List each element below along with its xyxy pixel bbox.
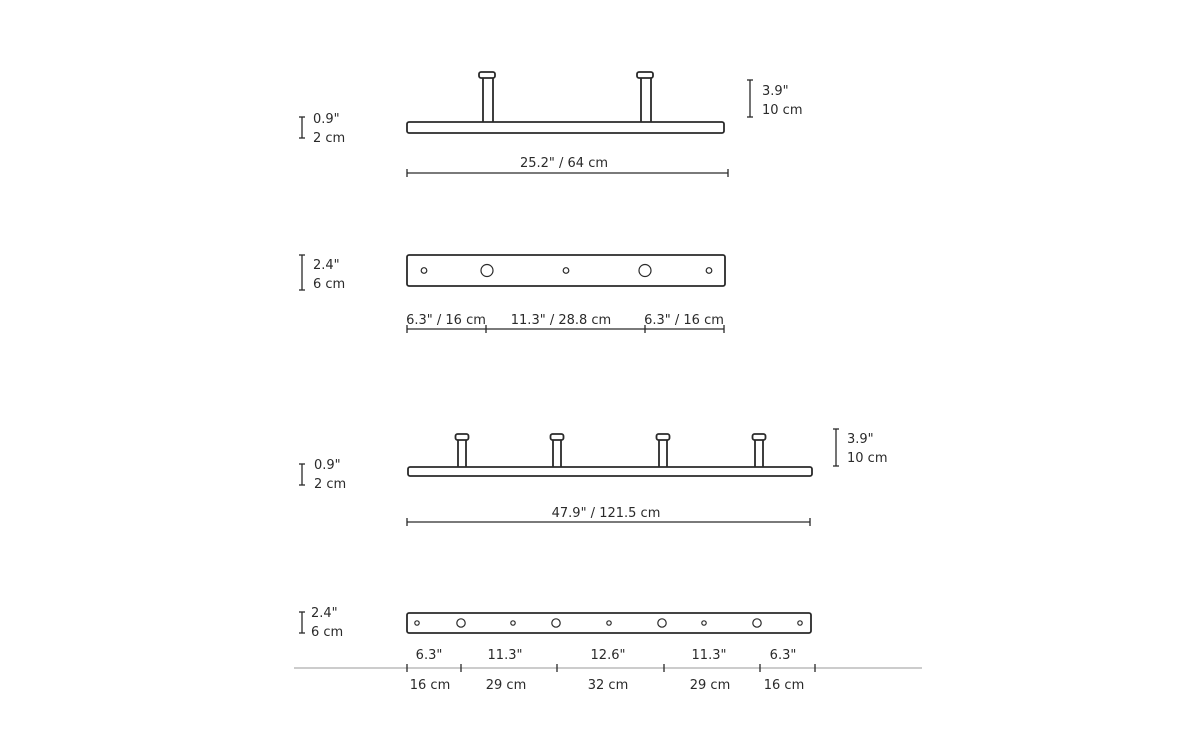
short-peg-height-cm: 10 cm	[762, 103, 803, 118]
short-spacing-label: 6.3" / 16 cm	[406, 313, 486, 328]
long-spacing-cm-label: 29 cm	[689, 678, 731, 693]
long-rack-front-shape	[407, 613, 811, 633]
screw-hole	[421, 268, 427, 274]
long-length-label: 47.9" / 121.5 cm	[551, 506, 661, 521]
short-rack-side-view	[299, 72, 803, 177]
short-spacing-dimension	[406, 313, 724, 333]
long-spacing-cm-label: 29 cm	[485, 678, 527, 693]
short-bar-height-cm: 2 cm	[313, 131, 346, 146]
peg-cap	[657, 434, 670, 440]
short-bar-height-in: 0.9"	[313, 112, 340, 127]
peg-hole	[457, 619, 465, 627]
short-bar-height-dimension	[299, 112, 345, 146]
screw-hole	[511, 621, 515, 625]
peg-hole	[658, 619, 666, 627]
screw-hole	[798, 621, 802, 625]
short-front-height-dimension	[299, 255, 345, 292]
long-front-height-cm: 6 cm	[311, 625, 344, 640]
short-rack-front-shape	[407, 255, 725, 286]
long-peg-height-cm: 10 cm	[847, 451, 888, 466]
peg	[483, 77, 493, 123]
long-bar-height-dimension	[299, 458, 346, 492]
long-spacing-in-label: 6.3"	[769, 648, 797, 663]
peg-cap	[637, 72, 653, 78]
long-spacing-dimension	[407, 648, 815, 693]
long-peg-height-dimension	[833, 429, 888, 466]
long-spacing-in-label: 12.6"	[590, 648, 626, 663]
rack-bar	[407, 122, 724, 133]
long-front-height-dimension	[299, 606, 343, 640]
screw-hole	[415, 621, 419, 625]
peg-cap	[551, 434, 564, 440]
long-spacing-in-label: 11.3"	[691, 648, 727, 663]
long-bar-height-in: 0.9"	[314, 458, 341, 473]
peg-cap	[479, 72, 495, 78]
peg-cap	[753, 434, 766, 440]
screw-hole	[563, 268, 569, 274]
peg	[458, 439, 466, 468]
peg	[641, 77, 651, 123]
long-rack-side-shape	[408, 434, 812, 476]
short-peg-height-in: 3.9"	[762, 84, 789, 99]
short-front-height-in: 2.4"	[313, 258, 340, 273]
peg-hole	[552, 619, 560, 627]
peg	[553, 439, 561, 468]
long-front-height-in: 2.4"	[311, 606, 338, 621]
peg	[659, 439, 667, 468]
long-bar-height-cm: 2 cm	[314, 477, 347, 492]
screw-hole	[607, 621, 611, 625]
long-spacing-in-label: 6.3"	[415, 648, 443, 663]
short-length-label: 25.2" / 64 cm	[519, 156, 609, 171]
long-length-dimension	[407, 506, 810, 526]
short-spacing-label: 6.3" / 16 cm	[644, 313, 724, 328]
peg-hole	[639, 265, 651, 277]
peg-hole	[753, 619, 761, 627]
long-rack-side-view	[299, 429, 888, 526]
peg	[755, 439, 763, 468]
long-peg-height-in: 3.9"	[847, 432, 874, 447]
short-front-height-cm: 6 cm	[313, 277, 346, 292]
screw-hole	[702, 621, 706, 625]
short-rack-front-view	[299, 255, 725, 333]
long-spacing-cm-label: 16 cm	[763, 678, 805, 693]
long-rack-front-view	[294, 606, 922, 693]
short-length-dimension	[407, 156, 728, 177]
rack-bar	[408, 467, 812, 476]
long-spacing-cm-label: 32 cm	[587, 678, 629, 693]
long-spacing-cm-label: 16 cm	[409, 678, 451, 693]
long-spacing-in-label: 11.3"	[487, 648, 523, 663]
screw-hole	[706, 268, 712, 274]
short-rack-side-shape	[407, 72, 724, 133]
short-peg-height-dimension	[747, 80, 803, 118]
peg-hole	[481, 265, 493, 277]
peg-cap	[456, 434, 469, 440]
short-spacing-label: 11.3" / 28.8 cm	[510, 313, 612, 328]
